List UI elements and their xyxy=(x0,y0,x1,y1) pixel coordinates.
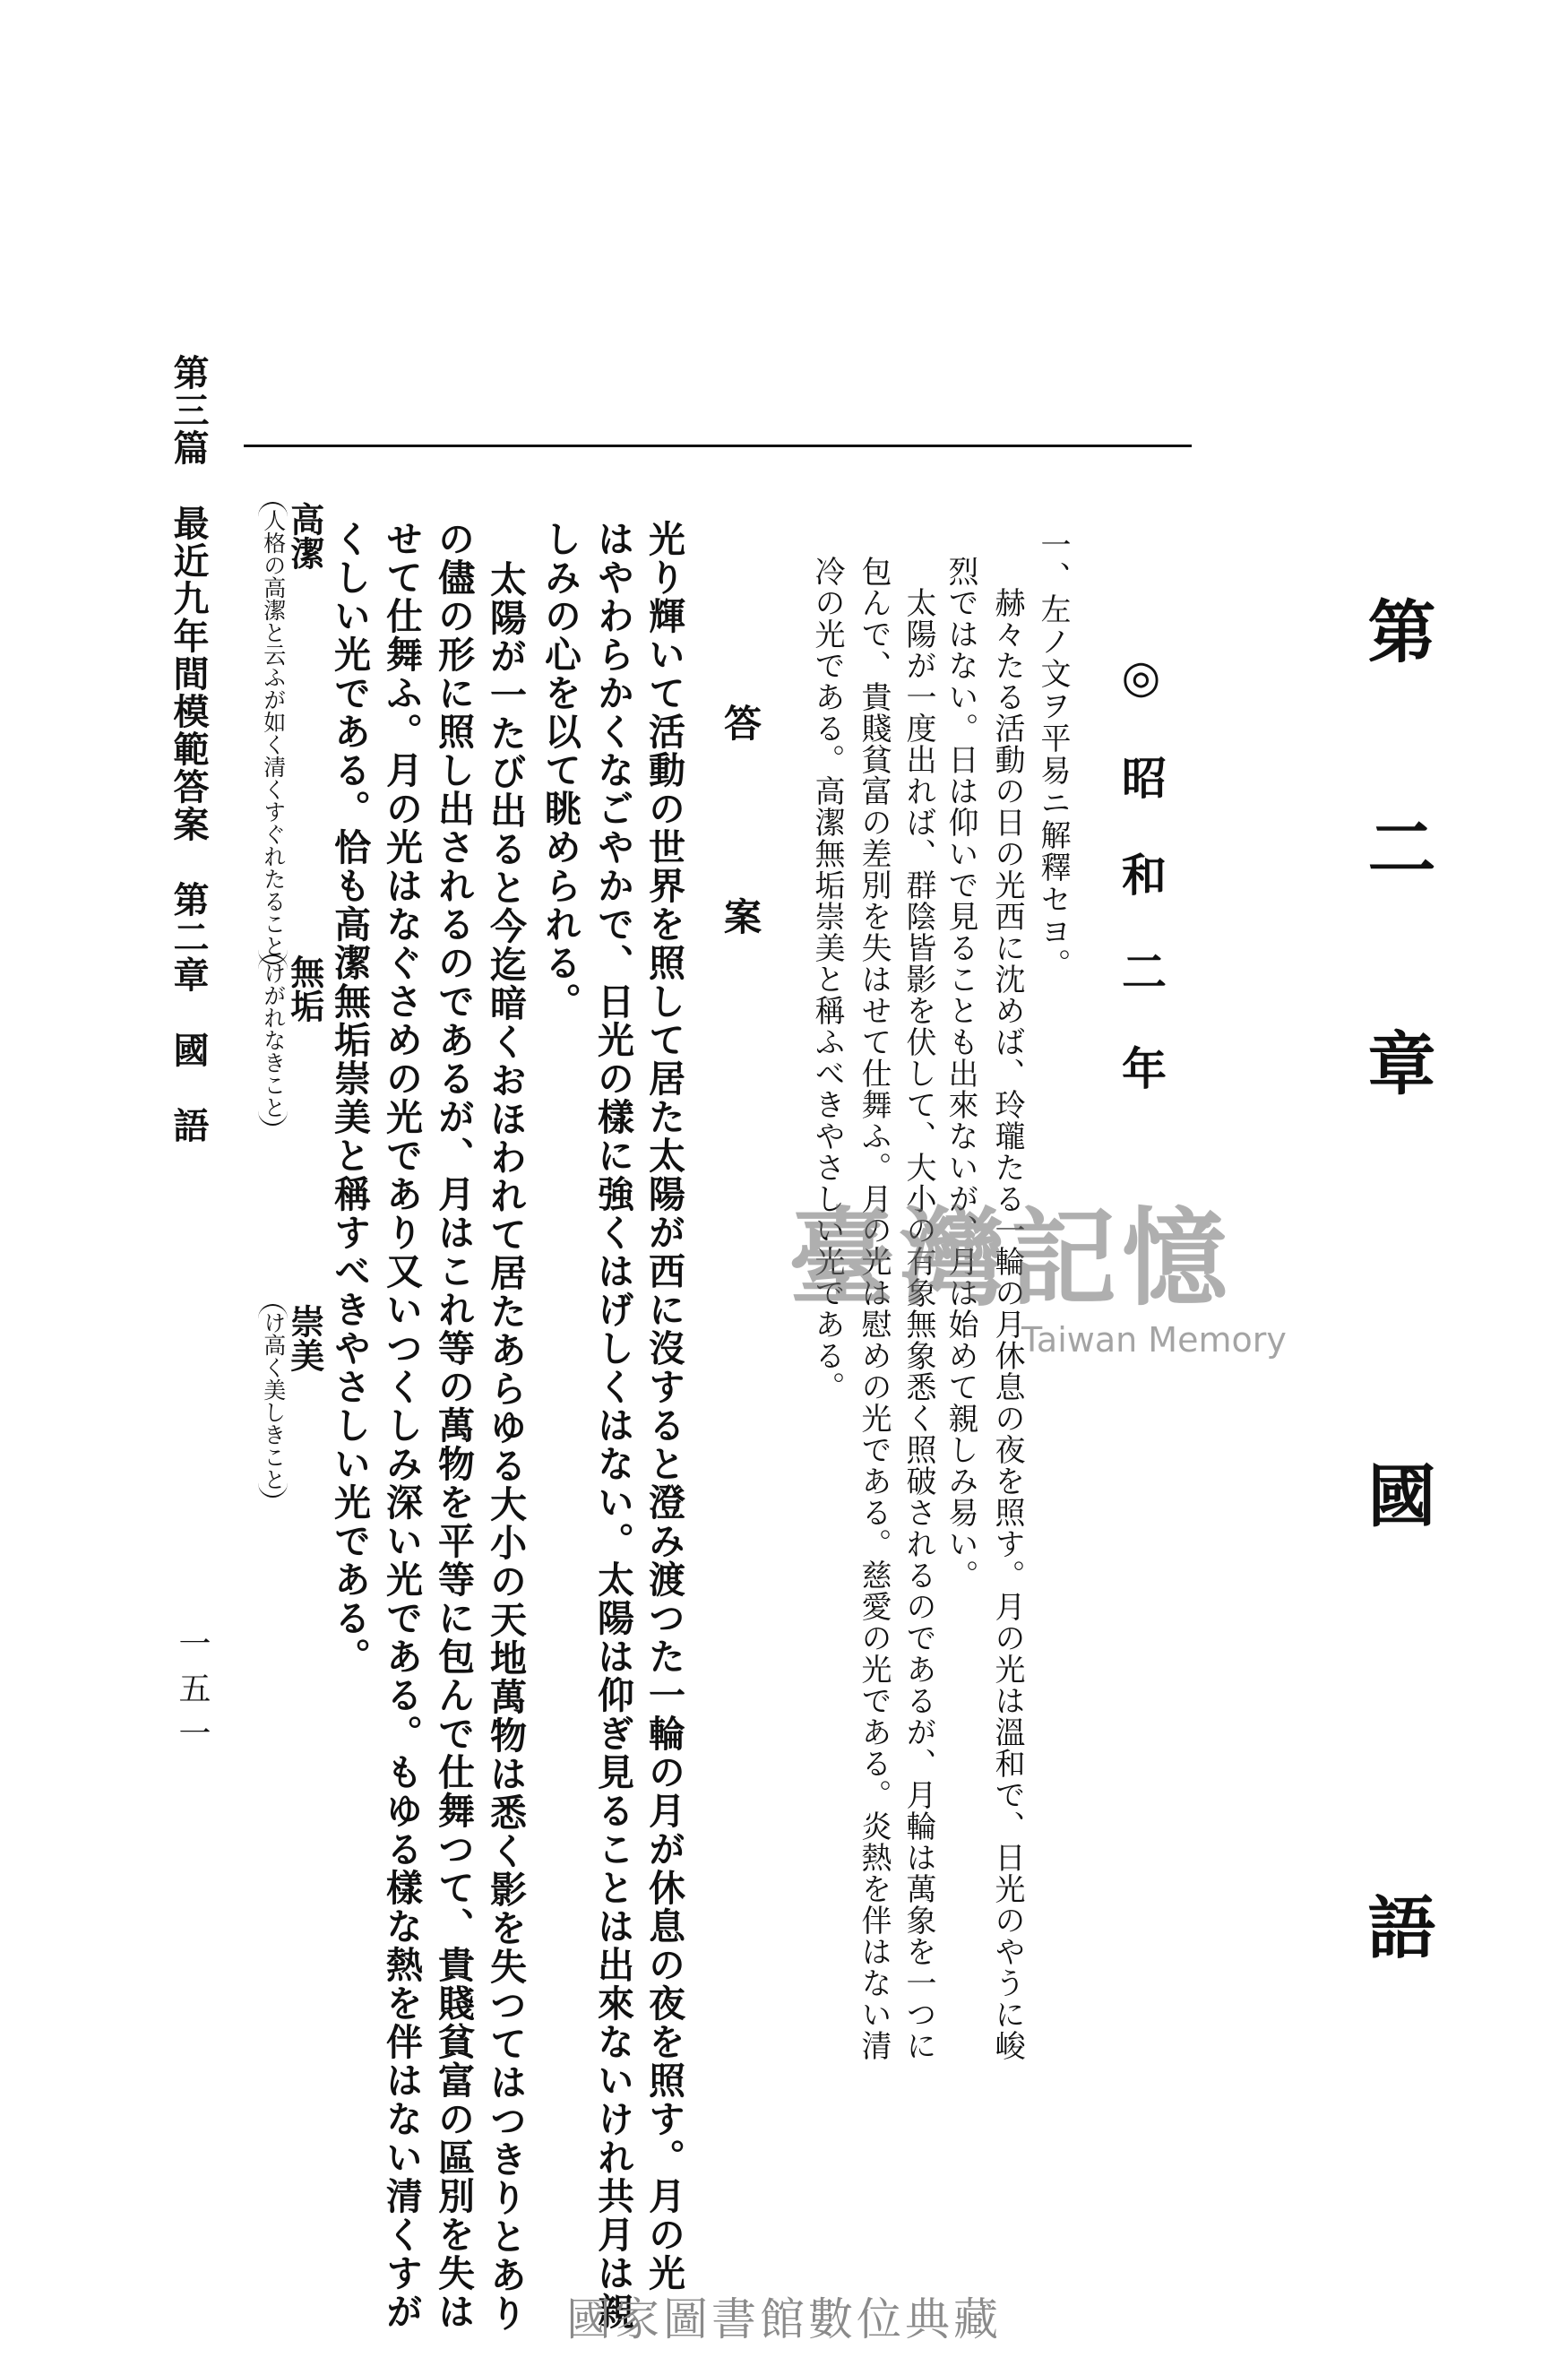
passage-line: 太陽が一度出れば、群陰皆影を伏して、大小の有象無象悉く照破されるのであるが、月輪は萬象を一つに xyxy=(900,587,936,2061)
answer-line: しみの心を以て眺められる。 xyxy=(538,520,582,1021)
gloss-kouketsu xyxy=(258,502,325,964)
gloss-note-line: 人格の高潔と云ふが如 xyxy=(260,509,287,733)
watermark-chinese: 臺灣記憶 xyxy=(788,1196,1234,1320)
answer-heading: 答 案 xyxy=(719,704,762,994)
gloss-note xyxy=(258,954,288,1126)
answer-line: せて仕舞ふ。月の光はなぐさめの光であり又いつくしみ深い光である。もゆる樣な熱を伴はない清くすが xyxy=(380,520,423,2331)
answer-line: 光り輝いて活動の世界を照して居た太陽が西に沒すると澄み渡つた一輪の月が休息の夜を照す。月の光 xyxy=(642,520,685,2293)
answer-line: くしい光である。恰も高潔無垢崇美と稱すべきやさしい光である。 xyxy=(328,520,371,1676)
passage-line: 赫々たる活動の日の光西に沈めば、玲瓏たる一輪の月休息の夜を照す。月の光は溫和で、日光のやうに峻 xyxy=(989,587,1025,2061)
gloss-muku xyxy=(258,954,325,1126)
gloss-note-line: く清くすぐれたること xyxy=(260,733,287,957)
answer-line: はやわらかくなごやかで、日光の樣に強くはげしくはない。太陽は仰ぎ見ることは出來ないけれ共月は親 xyxy=(591,520,634,2331)
gloss-word: 無垢 xyxy=(284,954,325,1023)
passage-line: 冷の光である。高潔無垢崇美と稱ふべきやさしい光である。 xyxy=(809,556,845,1403)
library-name: 國家圖書館數位典藏 xyxy=(566,2293,1002,2345)
running-title: 第三篇 最近九年間模範答案 第二章 國 語 xyxy=(168,354,210,1144)
watermark xyxy=(788,1196,1290,1385)
gloss-note-line: しきこと xyxy=(260,1401,287,1490)
gloss-note-line: けがれな xyxy=(260,962,287,1051)
question-prompt: 一、左ノ文ヲ平易ニ解釋セヨ。 xyxy=(1035,529,1071,980)
gloss-sumi xyxy=(258,1304,325,1498)
gloss-note xyxy=(258,502,288,964)
gloss-word: 崇美 xyxy=(284,1304,325,1372)
gloss-word: 高潔 xyxy=(284,502,325,570)
watermark-english: Taiwan Memory xyxy=(1021,1320,1287,1360)
gloss-note-line: け高く美 xyxy=(260,1311,287,1401)
gloss-note xyxy=(258,1304,288,1498)
chapter-title: 第二章 國 語 xyxy=(1357,596,1436,2108)
answer-line: の儘の形に照し出されるのであるが、月はこれ等の萬物を平等に包んで仕舞つて、貴賤貧富の區別を失は xyxy=(432,520,475,2331)
gloss-note-line: きこと xyxy=(260,1051,287,1118)
header-rule xyxy=(244,445,1192,447)
passage-line: 烈ではない。日は仰いで見ることも出來ないが、月は始めて親しみ易い。 xyxy=(943,556,978,1591)
page-number: 一五一 xyxy=(174,1627,211,1761)
passage-line: 包んで、貴賤貧富の差別を失はせて仕舞ふ。月の光は慰めの光である。慈愛の光である。炎熱を伴はない清 xyxy=(856,556,892,2061)
section-title: ◎昭和二年 xyxy=(1115,650,1167,1142)
answer-line: 太陽が一たび出ると今迄暗くおほわれて居たあらゆる大小の天地萬物は悉く影を失つてはつきりとあり xyxy=(484,560,527,2333)
